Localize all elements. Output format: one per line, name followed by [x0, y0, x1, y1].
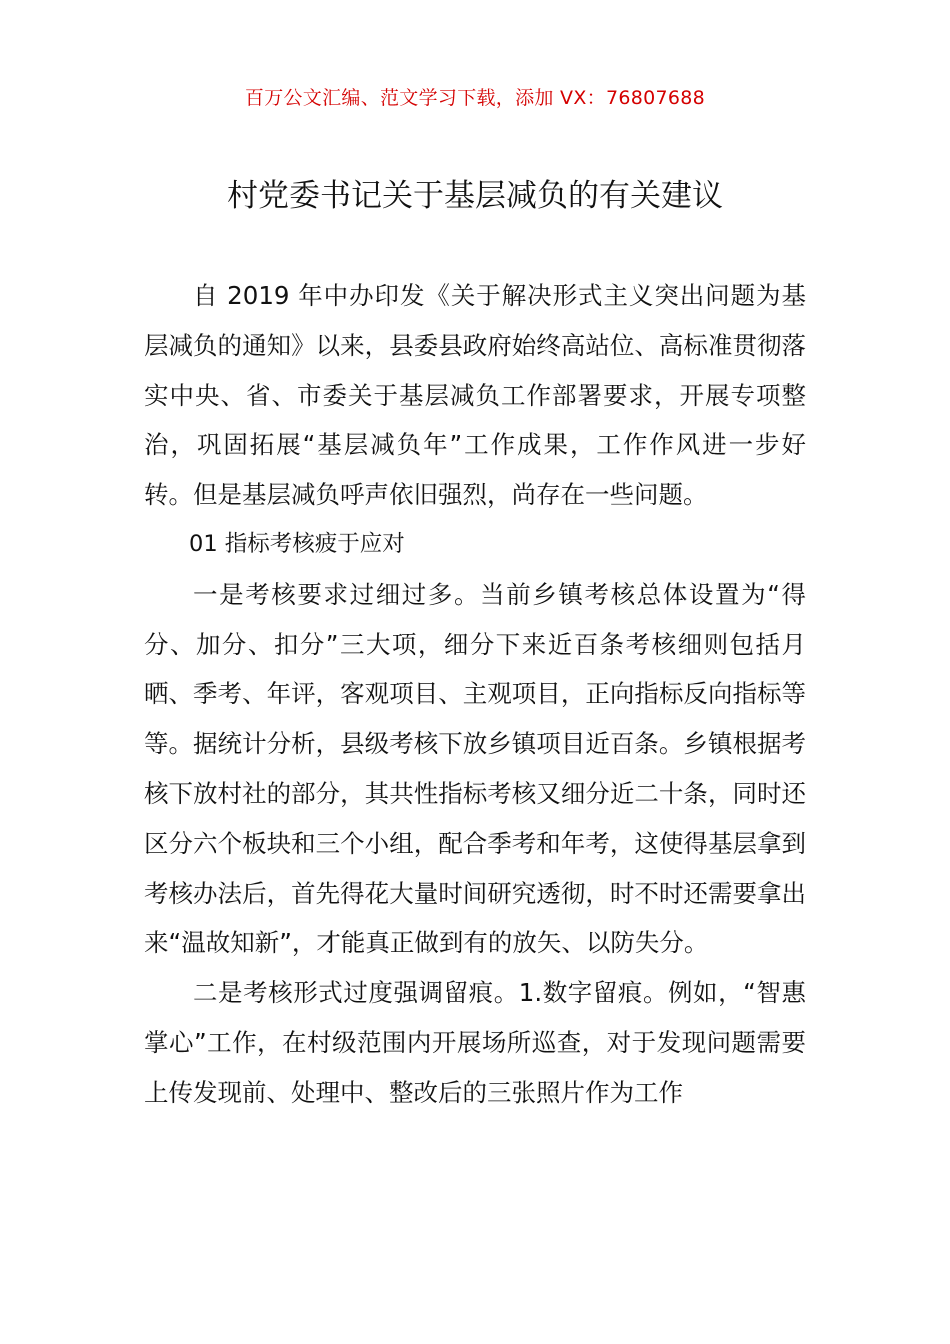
document-body [144, 271, 806, 1118]
paragraph-point-two: 二是考核形式过度强调留痕。1.数字留痕。例如，“智惠掌心”工作，在村级范围内开展场所巡查，对于发现问题需要上传发现前、处理中、整改后的三张照片作为工作 [144, 978, 806, 1107]
paragraph-intro: 自 2019 年中办印发《关于解决形式主义突出问题为基层减负的通知》以来，县委县政府始终高站位、高标准贯彻落实中央、省、市委关于基层减负工作部署要求，开展专项整治，巩固拓展“基层减负年”工作成果，工作作风进一步好转。但是基层减负呼声依旧强烈，尚存在一些问题。 [144, 281, 806, 510]
header-watermark-note: 百万公文汇编、范文学习下载，添加 VX：76807688 [244, 87, 706, 109]
paragraph-point-one: 一是考核要求过细过多。当前乡镇考核总体设置为“得分、加分、扣分”三大项，细分下来近百条考核细则包括月晒、季考、年评，客观项目、主观项目，正向指标反向指标等等。据统计分析，县级考核下放乡镇项目近百条。乡镇根据考核下放村社的部分，其共性指标考核又细分近二十条，同时还区分六个板块和三个小组，配合季考和年考，这使得基层拿到考核办法后，首先得花大量时间研究透彻，时不时还需要拿出来“温故知新”，才能真正做到有的放矢、以防失分。 [144, 579, 806, 958]
section-heading-01: 01 指标考核疲于应对 [189, 530, 405, 557]
document-title: 村党委书记关于基层减负的有关建议 [227, 178, 723, 214]
